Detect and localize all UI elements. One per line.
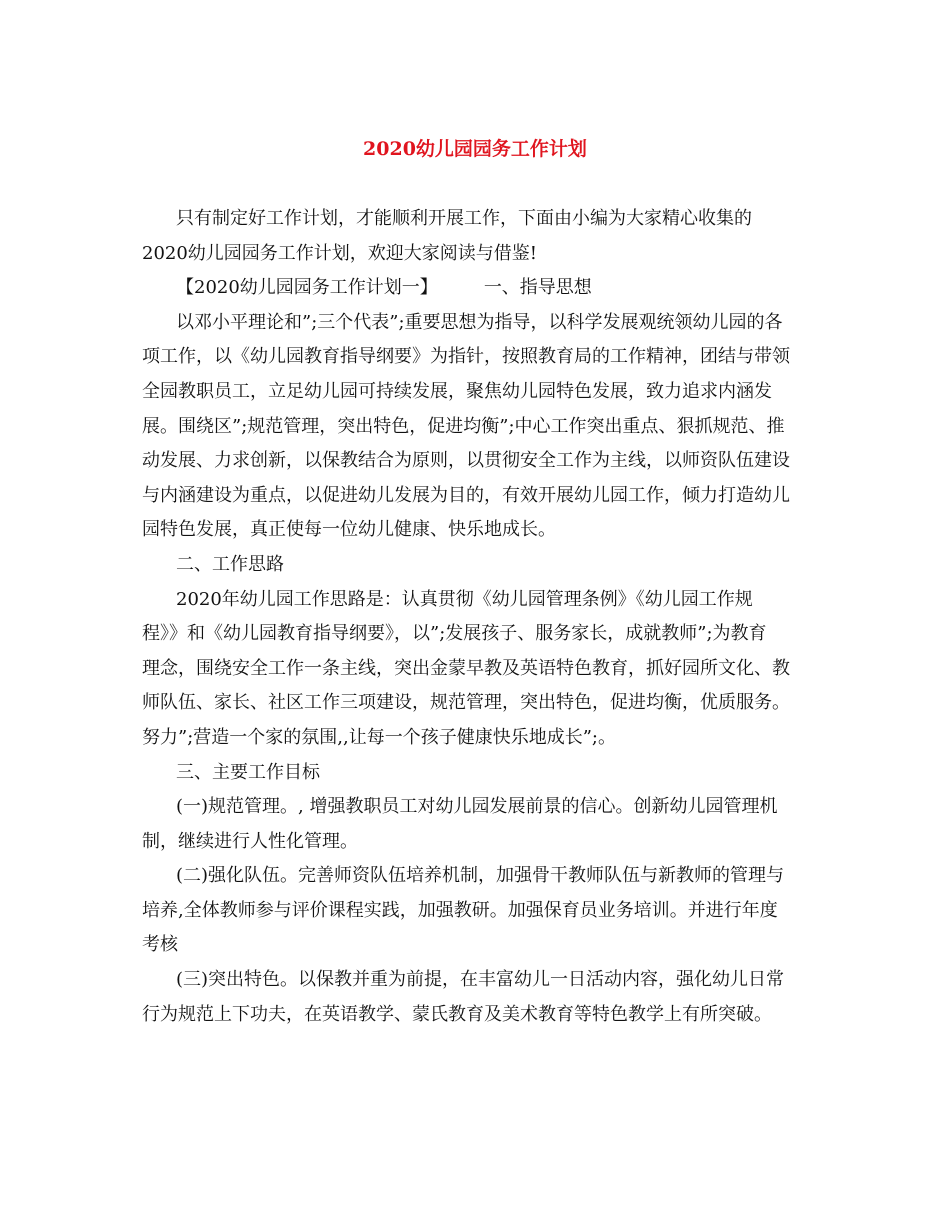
paragraph-line: 园特色发展，真正使每一位幼儿健康、快乐地成长。 <box>142 519 556 541</box>
section-heading: 三、主要工作目标 <box>176 761 320 783</box>
paragraph-line: 与内涵建设为重点，以促进幼儿发展为目的，有效开展幼儿园工作，倾力打造幼儿 <box>142 484 790 506</box>
paragraph-line: (一)规范管理。, 增强教职员工对幼儿园发展前景的信心。创新幼儿园管理机 <box>176 796 778 818</box>
section-heading: 二、工作思路 <box>176 553 284 575</box>
paragraph-line: 理念，围绕安全工作一条主线，突出金蒙早教及英语特色教育，抓好园所文化、教 <box>142 657 790 679</box>
paragraph-line: 展。围绕区”;规范管理，突出特色，促进均衡”;中心工作突出重点、狠抓规范、推 <box>142 415 785 437</box>
paragraph-line: 动发展、力求创新，以保教结合为原则，以贯彻安全工作为主线，以师资队伍建设 <box>142 450 790 472</box>
paragraph-line: 师队伍、家长、社区工作三项建设，规范管理，突出特色，促进均衡，优质服务。 <box>142 692 790 714</box>
paragraph-line: 项工作，以《幼儿园教育指导纲要》为指针，按照教育局的工作精神，团结与带领 <box>142 346 790 368</box>
section-bracket-title: 【2020幼儿园园务工作计划一】 <box>176 277 438 299</box>
paragraph-line: 以邓小平理论和”;三个代表”;重要思想为指导，以科学发展观统领幼儿园的各 <box>176 311 783 333</box>
section-header-line <box>142 271 814 306</box>
page-title: 2020幼儿园园务工作计划 <box>363 138 587 160</box>
paragraph-line: 2020幼儿园园务工作计划，欢迎大家阅读与借鉴! <box>142 242 538 264</box>
paragraph-line: 考核 <box>142 934 178 956</box>
paragraph-line: 行为规范上下功夫，在英语教学、蒙氏教育及美术教育等特色教学上有所突破。 <box>142 1003 772 1025</box>
paragraph-line: 全园教职员工，立足幼儿园可持续发展，聚焦幼儿园特色发展，致力追求内涵发 <box>142 380 772 402</box>
paragraph-line: (三)突出特色。以保教并重为前提，在丰富幼儿一日活动内容，强化幼儿日常 <box>176 969 785 991</box>
paragraph-line: (二)强化队伍。完善师资队伍培养机制，加强骨干教师队伍与新教师的管理与 <box>176 865 785 887</box>
paragraph-line: 培养,全体教师参与评价课程实践，加强教研。加强保育员业务培训。并进行年度 <box>142 899 778 921</box>
paragraph-line: 程》》和《幼儿园教育指导纲要》，以”;发展孩子、服务家长，成就教师”;为教育 <box>142 623 767 645</box>
section-heading: 一、指导思想 <box>483 277 592 299</box>
paragraph-line: 2020年幼儿园工作思路是：认真贯彻《幼儿园管理条例》《幼儿园工作规 <box>176 588 753 610</box>
document-body <box>142 202 814 1032</box>
paragraph-line: 努力”;营造一个家的氛围,,让每一个孩子健康快乐地成长”;。 <box>142 726 616 748</box>
paragraph-line: 制，继续进行人性化管理。 <box>142 830 358 852</box>
paragraph-line: 只有制定好工作计划，才能顺利开展工作，下面由小编为大家精心收集的 <box>176 208 752 229</box>
